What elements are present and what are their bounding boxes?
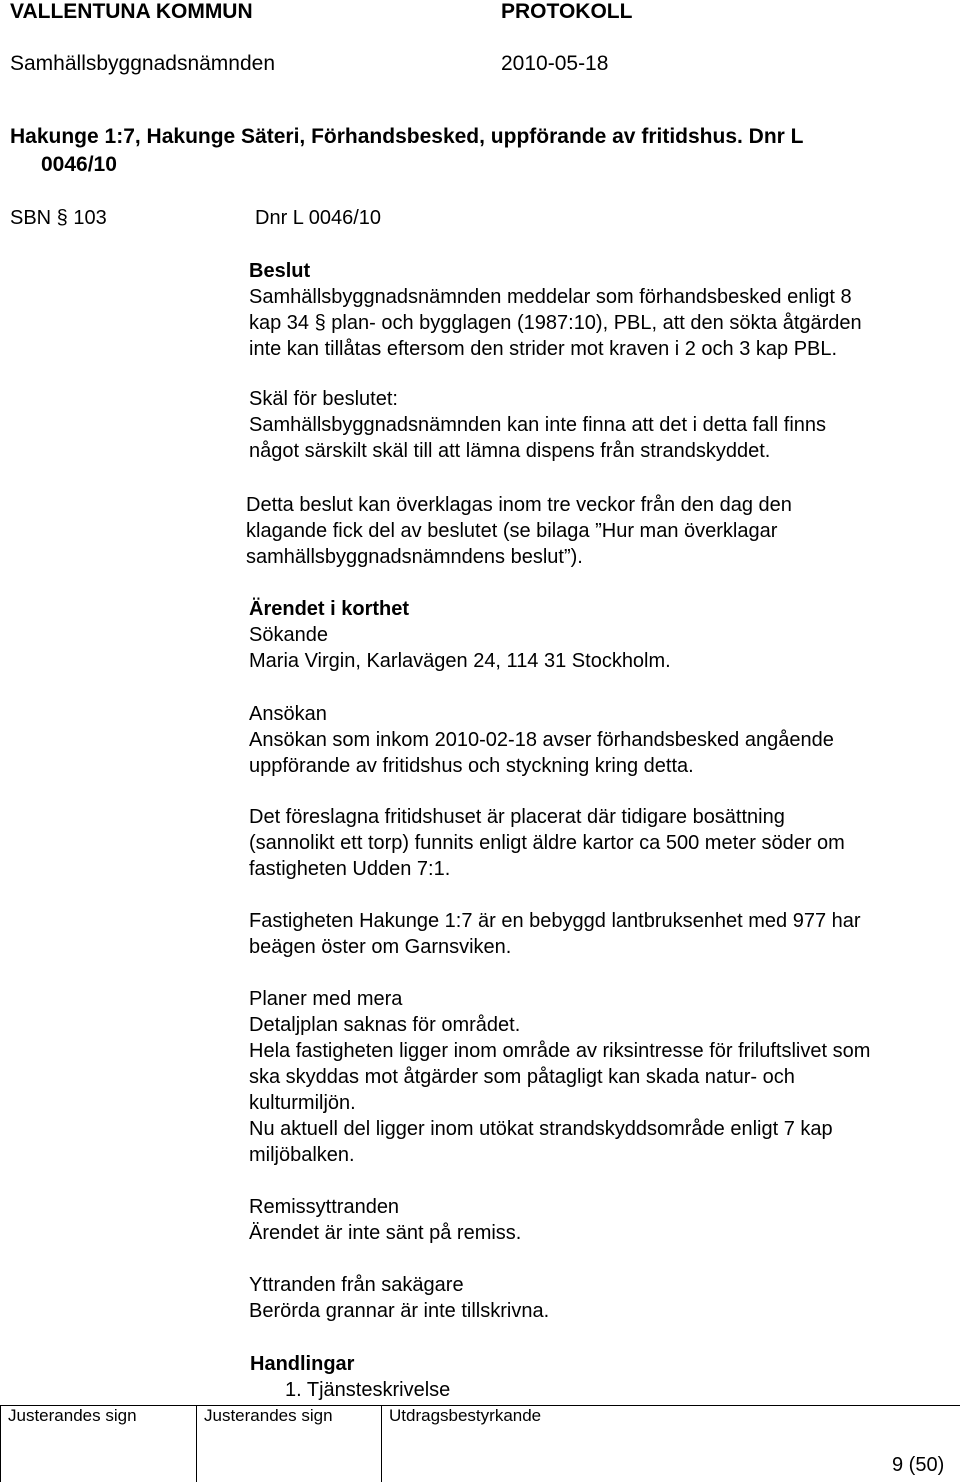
ansokan-line: uppförande av fritidshus och styckning kring detta.: [249, 755, 694, 777]
case-title-line2: 0046/10: [41, 153, 117, 176]
handlingar-item: 1. Tjänsteskrivelse: [285, 1379, 451, 1401]
beslut-line: kap 34 § plan- och bygglagen (1987:10), PBL, att den sökta åtgärden: [249, 312, 862, 334]
planer-line: miljöbalken.: [249, 1144, 355, 1166]
arendet-section: [249, 596, 954, 674]
planer-line: Detaljplan saknas för området.: [249, 1014, 521, 1036]
footer-border-left: [0, 1405, 1, 1482]
page-number: 9 (50): [892, 1454, 945, 1476]
document-type: PROTOKOLL: [501, 0, 633, 23]
signature-label-2: Justerandes sign: [204, 1406, 333, 1425]
skal-heading: Skäl för beslutet:: [249, 388, 398, 410]
property-line: beägen öster om Garnsviken.: [249, 936, 512, 958]
proposed-line: Det föreslagna fritidshuset är placerat där tidigare bosättning: [249, 806, 785, 828]
skal-section: [249, 386, 954, 464]
beslut-heading: Beslut: [249, 260, 311, 282]
meeting-date: 2010-05-18: [501, 52, 609, 75]
case-number: Dnr L 0046/10: [255, 207, 382, 229]
committee-name: Samhällsbyggnadsnämnden: [10, 52, 276, 75]
remiss-section: [249, 1194, 954, 1246]
footer-cell-divider: [196, 1405, 197, 1482]
sokande-value: Maria Virgin, Karlavägen 24, 114 31 Stockholm.: [249, 650, 671, 672]
appeal-section: [246, 492, 951, 570]
proposed-line: fastigheten Udden 7:1.: [249, 858, 451, 880]
organization-name: VALLENTUNA KOMMUN: [10, 0, 253, 23]
planer-heading: Planer med mera: [249, 988, 403, 1010]
beslut-line: Samhällsbyggnadsnämnden meddelar som förhandsbesked enligt 8: [249, 286, 852, 308]
appeal-line: klagande fick del av beslutet (se bilaga ”Hur man överklagar: [246, 520, 778, 542]
planer-section: [249, 986, 954, 1168]
certification-label: Utdragsbestyrkande: [389, 1406, 542, 1425]
arendet-heading: Ärendet i korthet: [249, 598, 410, 620]
planer-line: Nu aktuell del ligger inom utökat strandskyddsområde enligt 7 kap: [249, 1118, 833, 1140]
planer-line: Hela fastigheten ligger inom område av riksintresse för friluftslivet som: [249, 1040, 871, 1062]
signature-label-1: Justerandes sign: [8, 1406, 137, 1425]
planer-line: kulturmiljön.: [249, 1092, 356, 1114]
sokande-label: Sökande: [249, 624, 328, 646]
skal-line: något särskilt skäl till att lämna dispens från strandskyddet.: [249, 440, 771, 462]
sakagare-section: [249, 1272, 954, 1324]
planer-line: ska skyddas mot åtgärder som påtagligt kan skada natur- och: [249, 1066, 795, 1088]
footer-cell-divider: [381, 1405, 382, 1482]
remiss-heading: Remissyttranden: [249, 1196, 400, 1218]
appeal-line: Detta beslut kan överklagas inom tre veckor från den dag den: [246, 494, 792, 516]
property-line: Fastigheten Hakunge 1:7 är en bebyggd lantbruksenhet med 977 har: [249, 910, 861, 932]
ansokan-section: [249, 701, 954, 779]
proposed-line: (sannolikt ett torp) funnits enligt äldre kartor ca 500 meter söder om: [249, 832, 845, 854]
skal-line: Samhällsbyggnadsnämnden kan inte finna att det i detta fall finns: [249, 414, 827, 436]
beslut-section: [249, 258, 954, 362]
sakagare-text: Berörda grannar är inte tillskrivna.: [249, 1300, 550, 1322]
appeal-line: samhällsbyggnadsnämndens beslut”).: [246, 546, 583, 568]
property-section: [249, 908, 954, 960]
paragraph-reference: SBN § 103: [10, 207, 107, 229]
beslut-line: inte kan tillåtas eftersom den strider mot kraven i 2 och 3 kap PBL.: [249, 338, 838, 360]
handlingar-heading: Handlingar: [250, 1353, 355, 1375]
remiss-text: Ärendet är inte sänt på remiss.: [249, 1222, 522, 1244]
proposed-house-section: [249, 804, 954, 882]
ansokan-line: Ansökan som inkom 2010-02-18 avser förhandsbesked angående: [249, 729, 834, 751]
ansokan-heading: Ansökan: [249, 703, 327, 725]
case-title-line1: Hakunge 1:7, Hakunge Säteri, Förhandsbesked, uppförande av fritidshus. Dnr L: [10, 125, 804, 148]
sakagare-heading: Yttranden från sakägare: [249, 1274, 464, 1296]
